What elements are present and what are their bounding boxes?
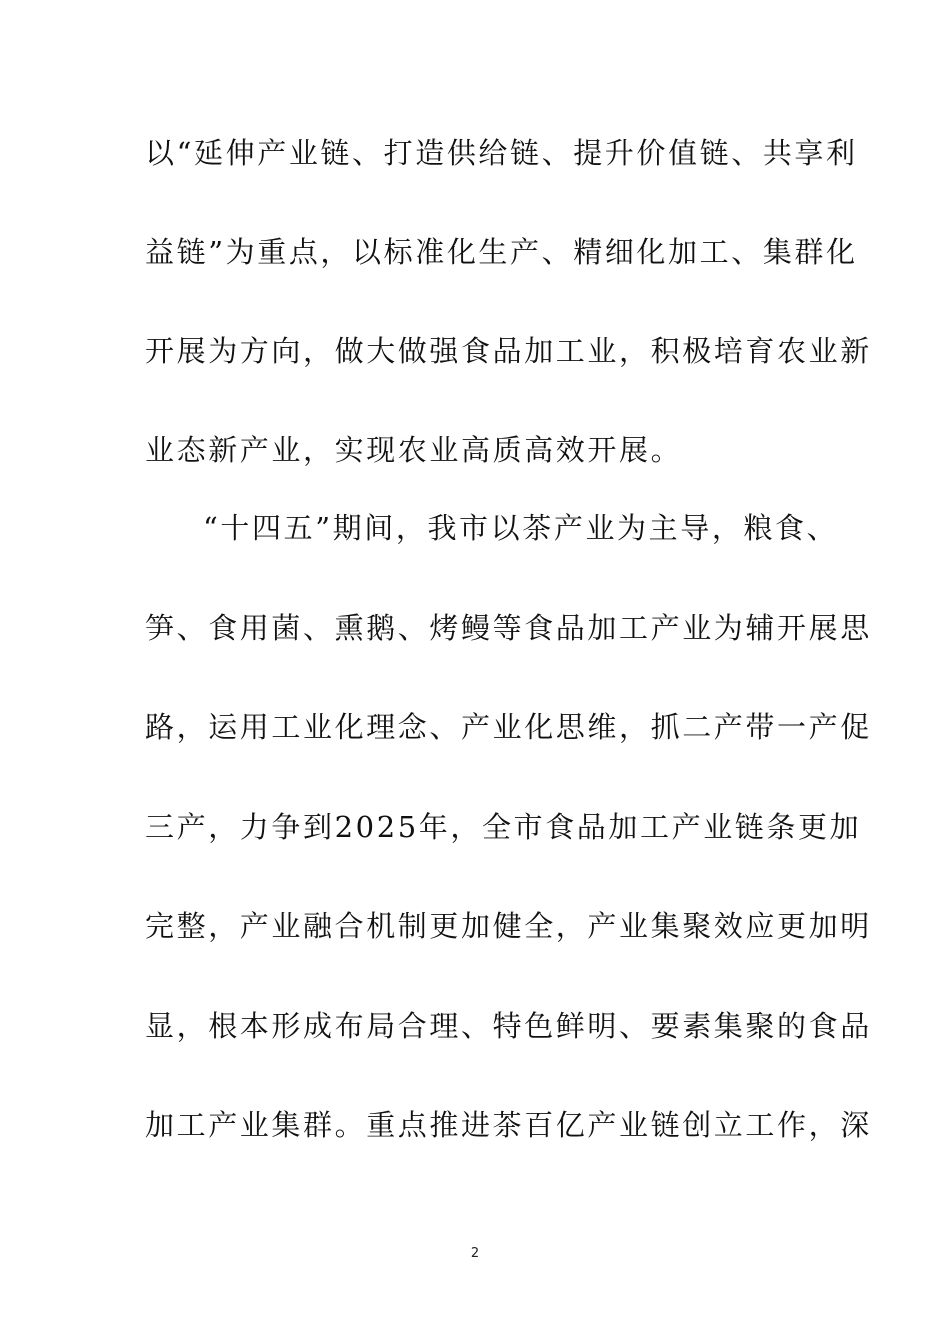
paragraph-line-1: 以“延伸产业链、打造供给链、提升价值链、共享利 (145, 136, 858, 170)
paragraph-line-6: 笋、食用菌、熏鹅、烤鳗等食品加工产业为辅开展思 (145, 611, 872, 645)
paragraph-line-9: 完整，产业融合机制更加健全，产业集聚效应更加明 (145, 909, 872, 943)
paragraph-line-8: 三产，力争到2025年，全市食品加工产业链条更加 (145, 810, 862, 844)
paragraph-line-7: 路，运用工业化理念、产业化思维，抓二产带一产促 (145, 710, 872, 744)
paragraph-line-4: 业态新产业，实现农业高质高效开展。 (145, 433, 683, 467)
paragraph-line-3: 开展为方向，做大做强食品加工业，积极培育农业新 (145, 334, 872, 368)
page-number: 2 (470, 1246, 480, 1261)
paragraph-line-10: 显，根本形成布局合理、特色鲜明、要素集聚的食品 (145, 1009, 872, 1043)
paragraph-line-5: “十四五”期间，我市以茶产业为主导，粮食、 (203, 511, 839, 545)
paragraph-line-11: 加工产业集群。重点推进茶百亿产业链创立工作，深 (145, 1108, 872, 1142)
paragraph-line-2: 益链”为重点，以标准化生产、精细化加工、集群化 (145, 235, 858, 269)
